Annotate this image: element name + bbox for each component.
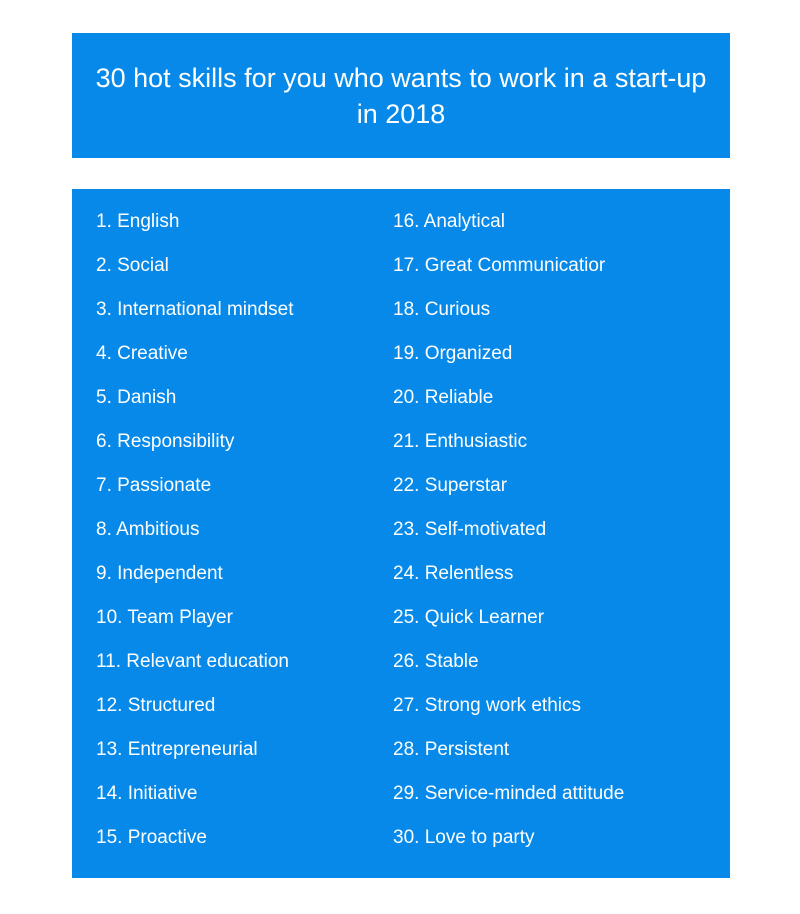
- list-item: 20. Reliable: [393, 387, 494, 408]
- list-item: 21. Enthusiastic: [393, 431, 528, 452]
- list-item: 2. Social: [96, 255, 169, 276]
- list-item: 25. Quick Learner: [393, 607, 545, 628]
- list-item: 12. Structured: [96, 695, 216, 716]
- skills-card: [72, 189, 730, 878]
- list-item: 6. Responsibility: [96, 431, 235, 452]
- list-item: 30. Love to party: [393, 827, 535, 848]
- list-item: 24. Relentless: [393, 563, 514, 584]
- list-item: 7. Passionate: [96, 475, 212, 496]
- list-item: 15. Proactive: [96, 827, 207, 848]
- list-item: 29. Service-minded attitude: [393, 783, 625, 804]
- header-card: [72, 33, 730, 158]
- list-item: 23. Self-motivated: [393, 519, 547, 540]
- list-item: 26. Stable: [393, 651, 479, 672]
- list-item: 1. English: [96, 211, 180, 232]
- list-item: 17. Great Communicatior: [393, 255, 606, 276]
- list-item: 9. Independent: [96, 563, 223, 584]
- list-item: 4. Creative: [96, 343, 188, 364]
- list-item: 11. Relevant education: [96, 651, 289, 672]
- list-item: 18. Curious: [393, 299, 491, 320]
- list-item: 8. Ambitious: [96, 519, 200, 540]
- list-item: 28. Persistent: [393, 739, 510, 760]
- list-item: 27. Strong work ethics: [393, 695, 581, 716]
- list-item: 22. Superstar: [393, 475, 508, 496]
- list-item: 5. Danish: [96, 387, 177, 408]
- page-title: 30 hot skills for you who wants to work in a start-up in 2018: [95, 62, 707, 129]
- skills-column-right: [393, 200, 730, 878]
- list-item: 13. Entrepreneurial: [96, 739, 258, 760]
- list-item: 16. Analytical: [393, 211, 505, 232]
- list-item: 14. Initiative: [96, 783, 198, 804]
- skills-column-left: [96, 200, 393, 878]
- list-item: 10. Team Player: [96, 607, 233, 628]
- list-item: 19. Organized: [393, 343, 513, 364]
- list-item: 3. International mindset: [96, 299, 294, 320]
